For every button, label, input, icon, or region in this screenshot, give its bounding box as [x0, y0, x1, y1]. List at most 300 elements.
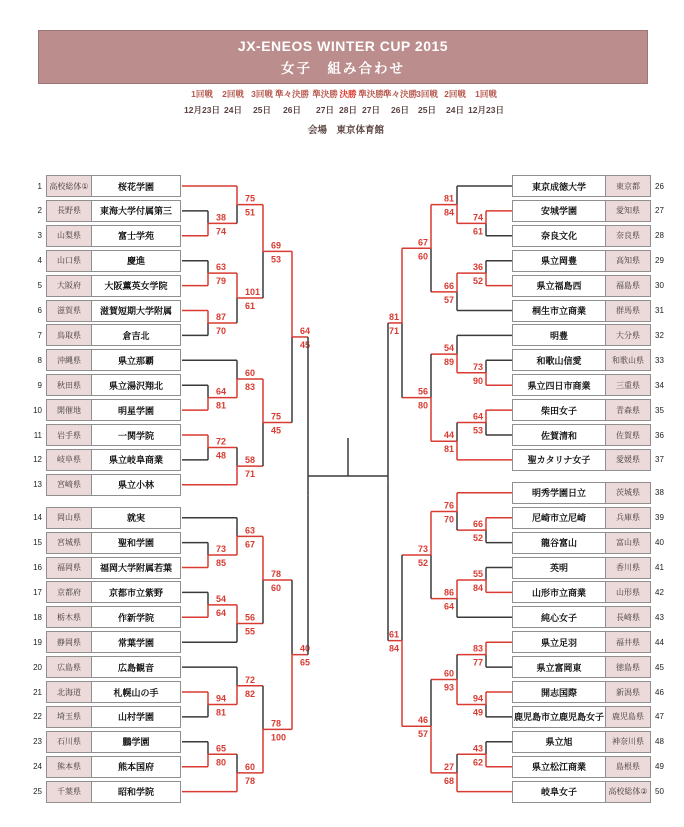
team-row	[20, 424, 181, 446]
team-row	[20, 706, 181, 728]
team-number: 42	[655, 587, 664, 597]
team-row	[20, 557, 181, 579]
team-name: 大阪薫英女学院	[91, 275, 181, 297]
match-score: 74	[472, 212, 483, 223]
team-row	[512, 324, 673, 346]
round-name: 3回戦	[416, 89, 438, 99]
team-row	[20, 756, 181, 778]
team-row	[512, 557, 673, 579]
team-number: 46	[655, 687, 664, 697]
team-region: 高校総体①	[46, 175, 92, 197]
team-name: 開志国際	[512, 681, 606, 703]
team-name: 安城学園	[512, 200, 606, 222]
team-row	[20, 507, 181, 529]
round-name: 準決勝	[358, 89, 384, 99]
team-region: 高知県	[605, 250, 651, 272]
team-number: 40	[655, 538, 664, 548]
team-name: 福岡大学附属若葉	[91, 557, 181, 579]
match-score: 57	[443, 294, 454, 305]
round-name: 3回戦	[251, 89, 273, 99]
team-region: 宮城県	[46, 532, 92, 554]
match-score: 73	[472, 361, 483, 372]
match-score: 61	[388, 629, 399, 640]
team-name: 聖カタリナ女子	[512, 449, 606, 471]
team-name: 広島観音	[91, 656, 181, 678]
match-score: 77	[472, 657, 483, 668]
team-region: 福島県	[605, 275, 651, 297]
team-row	[20, 581, 181, 603]
round-name: 1回戦	[475, 89, 497, 99]
team-name: 山形市立商業	[512, 581, 606, 603]
team-row	[20, 631, 181, 653]
team-number: 3	[37, 231, 42, 241]
match-score: 71	[245, 469, 256, 480]
team-region: 岐阜県	[46, 449, 92, 471]
team-name: 東京成徳大学	[512, 175, 606, 197]
round-name: 準々決勝	[274, 89, 310, 99]
team-name: 桐生市立商業	[512, 300, 606, 322]
team-number: 38	[655, 488, 664, 498]
team-number: 33	[655, 355, 664, 365]
team-row	[512, 374, 673, 396]
team-name: 佐賀清和	[512, 424, 606, 446]
match-score: 73	[216, 544, 227, 555]
team-region: 鳥取県	[46, 324, 92, 346]
round-date: 24日	[224, 105, 242, 115]
team-region: 沖縄県	[46, 349, 92, 371]
team-row	[512, 631, 673, 653]
match-score: 56	[417, 386, 428, 397]
team-number: 9	[37, 380, 42, 390]
match-score: 67	[245, 539, 256, 550]
team-name: 東海大学付属第三	[91, 200, 181, 222]
match-score: 60	[417, 251, 428, 262]
team-name: 尼崎市立尼崎	[512, 507, 606, 529]
team-region: 徳島県	[605, 656, 651, 678]
match-score: 81	[443, 193, 454, 204]
team-row	[512, 606, 673, 628]
team-row	[512, 250, 673, 272]
team-region: 福岡県	[46, 557, 92, 579]
team-row	[512, 482, 673, 504]
team-region: 北海道	[46, 681, 92, 703]
team-name: 熊本国府	[91, 756, 181, 778]
match-score: 82	[245, 688, 256, 699]
team-region: 宮崎県	[46, 474, 92, 496]
match-score: 72	[245, 674, 256, 685]
tournament-subtitle: 女子 組み合わせ	[281, 60, 405, 76]
team-number: 23	[33, 737, 42, 747]
team-name: 常葉学園	[91, 631, 181, 653]
team-region: 石川県	[46, 731, 92, 753]
team-region: 大分県	[605, 324, 651, 346]
team-number: 8	[37, 355, 42, 365]
match-score: 67	[417, 237, 428, 248]
team-number: 25	[33, 787, 42, 797]
match-score: 75	[271, 411, 282, 422]
team-number: 44	[655, 637, 664, 647]
team-number: 37	[655, 455, 664, 465]
team-region: 千葉県	[46, 781, 92, 803]
team-region: 三重県	[605, 374, 651, 396]
team-name: 倉吉北	[91, 324, 181, 346]
match-score: 62	[472, 757, 483, 768]
team-name: 岐阜女子	[512, 781, 606, 803]
match-score: 86	[443, 587, 454, 598]
team-name: 明星学園	[91, 399, 181, 421]
team-name: 県立旭	[512, 731, 606, 753]
match-score: 78	[271, 568, 282, 579]
match-score: 80	[216, 757, 227, 768]
team-region: 長崎県	[605, 606, 651, 628]
team-row	[20, 300, 181, 322]
match-score: 60	[271, 582, 282, 593]
match-score: 61	[245, 301, 256, 312]
team-name: 県立松江商業	[512, 756, 606, 778]
team-row	[512, 507, 673, 529]
team-number: 22	[33, 712, 42, 722]
match-score: 76	[443, 500, 454, 511]
team-region: 佐賀県	[605, 424, 651, 446]
match-score: 53	[472, 425, 483, 436]
team-row	[20, 681, 181, 703]
team-region: 大阪府	[46, 275, 92, 297]
team-number: 1	[37, 181, 42, 191]
team-number: 36	[655, 430, 664, 440]
match-score: 45	[300, 339, 311, 350]
match-score: 84	[472, 582, 483, 593]
team-region: 山梨県	[46, 225, 92, 247]
team-region: 広島県	[46, 656, 92, 678]
match-score: 54	[216, 593, 227, 604]
match-score: 72	[216, 436, 227, 447]
match-score: 48	[216, 450, 227, 461]
match-score: 57	[417, 729, 428, 740]
round-date: 25日	[418, 105, 436, 115]
team-region: 開催地	[46, 399, 92, 421]
match-score: 80	[417, 400, 428, 411]
round-date: 27日	[316, 105, 334, 115]
team-region: 群馬県	[605, 300, 651, 322]
match-score: 53	[271, 254, 282, 265]
team-row	[512, 399, 673, 421]
team-row	[512, 581, 673, 603]
match-score: 87	[216, 311, 227, 322]
team-number: 14	[33, 513, 42, 523]
match-score: 81	[216, 707, 227, 718]
team-name: 就実	[91, 507, 181, 529]
match-score: 64	[216, 386, 227, 397]
match-score: 70	[443, 514, 454, 525]
round-date: 26日	[391, 105, 409, 115]
team-name: 札幌山の手	[91, 681, 181, 703]
team-number: 13	[33, 480, 42, 490]
match-score: 27	[443, 761, 454, 772]
team-name: 県立岡豊	[512, 250, 606, 272]
match-score: 89	[443, 357, 454, 368]
team-number: 27	[655, 206, 664, 216]
match-score: 93	[443, 682, 454, 693]
match-score: 54	[443, 343, 454, 354]
team-name: 山村学園	[91, 706, 181, 728]
match-score: 51	[245, 207, 256, 218]
team-region: 岡山県	[46, 507, 92, 529]
team-name: 県立湯沢翔北	[91, 374, 181, 396]
team-number: 16	[33, 563, 42, 572]
team-name: 明秀学園日立	[512, 482, 606, 504]
team-number: 11	[33, 430, 42, 440]
team-row	[512, 731, 673, 753]
match-score: 85	[216, 558, 227, 569]
team-row	[512, 781, 673, 803]
round-name: 準決勝	[312, 89, 338, 99]
match-score: 73	[417, 544, 428, 555]
match-score: 69	[271, 240, 282, 251]
match-score: 55	[245, 626, 256, 637]
match-score: 58	[245, 455, 256, 466]
team-region: 奈良県	[605, 225, 651, 247]
team-row	[20, 606, 181, 628]
round-date: 12月23日	[184, 105, 220, 115]
team-region: 兵庫県	[605, 507, 651, 529]
team-name: 龍谷富山	[512, 532, 606, 554]
match-score: 64	[472, 411, 483, 422]
team-row	[512, 225, 673, 247]
team-region: 東京都	[605, 175, 651, 197]
team-name: 和歌山信愛	[512, 349, 606, 371]
team-row	[512, 532, 673, 554]
team-region: 香川県	[605, 557, 651, 579]
team-row	[512, 449, 673, 471]
match-score: 68	[443, 775, 454, 786]
match-score: 45	[271, 425, 282, 436]
team-number: 15	[33, 538, 42, 548]
team-region: 京都府	[46, 581, 92, 603]
match-score: 55	[472, 568, 483, 579]
match-score: 56	[245, 612, 256, 623]
team-number: 34	[655, 380, 664, 390]
match-score: 63	[216, 262, 227, 273]
team-name: 英明	[512, 557, 606, 579]
team-number: 50	[655, 787, 664, 797]
match-score: 84	[388, 643, 399, 654]
round-name: 2回戦	[222, 89, 244, 99]
match-score: 65	[300, 657, 311, 668]
match-score: 66	[472, 519, 483, 530]
team-region: 山形県	[605, 581, 651, 603]
team-region: 青森県	[605, 399, 651, 421]
team-name: 鵬学園	[91, 731, 181, 753]
match-score: 83	[245, 381, 256, 392]
team-number: 39	[655, 513, 664, 523]
team-number: 43	[655, 612, 664, 622]
team-region: 茨城県	[605, 482, 651, 504]
match-score: 60	[245, 367, 256, 378]
team-number: 5	[37, 281, 42, 291]
team-row	[512, 200, 673, 222]
match-score: 52	[472, 276, 483, 287]
round-date: 12月23日	[468, 105, 504, 115]
team-number: 35	[655, 405, 664, 415]
match-score: 49	[472, 707, 483, 718]
team-row	[512, 656, 673, 678]
team-number: 17	[33, 587, 42, 597]
team-row	[20, 275, 181, 297]
round-date: 26日	[283, 105, 301, 115]
team-number: 10	[33, 405, 42, 415]
team-region: 栃木県	[46, 606, 92, 628]
match-score: 63	[245, 525, 256, 536]
team-row	[20, 532, 181, 554]
team-row	[20, 250, 181, 272]
round-name: 1回戦	[191, 89, 213, 99]
round-name: 準々決勝	[382, 89, 418, 99]
match-score: 81	[216, 400, 227, 411]
team-region: 滋賀県	[46, 300, 92, 322]
team-name: 県立富岡東	[512, 656, 606, 678]
match-score: 46	[417, 715, 428, 726]
match-score: 60	[245, 761, 256, 772]
team-number: 26	[655, 181, 664, 191]
match-score: 52	[472, 533, 483, 544]
team-number: 41	[655, 563, 664, 572]
team-name: 慶進	[91, 250, 181, 272]
team-name: 奈良文化	[512, 225, 606, 247]
team-row	[20, 399, 181, 421]
team-number: 45	[655, 662, 664, 672]
team-name: 県立小林	[91, 474, 181, 496]
round-date: 25日	[253, 105, 271, 115]
team-number: 31	[655, 306, 664, 315]
team-row	[512, 300, 673, 322]
team-number: 30	[655, 281, 664, 291]
team-region: 神奈川県	[605, 731, 651, 753]
team-region: 熊本県	[46, 756, 92, 778]
team-row	[20, 731, 181, 753]
match-score: 64	[300, 325, 311, 336]
team-name: 明豊	[512, 324, 606, 346]
match-score: 70	[216, 325, 227, 336]
team-number: 19	[33, 637, 42, 647]
team-number: 20	[33, 662, 42, 672]
match-score: 75	[245, 193, 256, 204]
match-score: 40	[300, 643, 311, 654]
team-row	[20, 374, 181, 396]
team-region: 山口県	[46, 250, 92, 272]
team-name: 県立那覇	[91, 349, 181, 371]
tournament-title: JX-ENEOS WINTER CUP 2015	[237, 37, 449, 54]
team-name: 富士学苑	[91, 225, 181, 247]
team-name: 聖和学園	[91, 532, 181, 554]
team-name: 昭和学院	[91, 781, 181, 803]
team-number: 28	[655, 231, 664, 241]
team-region: 愛知県	[605, 200, 651, 222]
team-row	[20, 449, 181, 471]
round-name: 2回戦	[444, 89, 466, 99]
team-row	[512, 349, 673, 371]
team-row	[20, 225, 181, 247]
match-score: 84	[443, 207, 454, 218]
team-number: 12	[33, 455, 42, 465]
team-name: 作新学院	[91, 606, 181, 628]
round-date: 27日	[362, 105, 380, 115]
match-score: 94	[472, 693, 483, 704]
team-region: 富山県	[605, 532, 651, 554]
match-score: 78	[271, 718, 282, 729]
team-region: 新潟県	[605, 681, 651, 703]
team-row	[512, 756, 673, 778]
team-region: 静岡県	[46, 631, 92, 653]
team-name: 県立足羽	[512, 631, 606, 653]
team-row	[512, 275, 673, 297]
match-score: 44	[443, 430, 454, 441]
team-number: 49	[655, 762, 664, 772]
team-region: 鹿児島県	[605, 706, 651, 728]
round-date: 28日	[339, 105, 357, 115]
team-region: 秋田県	[46, 374, 92, 396]
team-name: 柴田女子	[512, 399, 606, 421]
team-row	[20, 200, 181, 222]
team-number: 48	[655, 737, 664, 747]
team-name: 滋賀短期大学附属	[91, 300, 181, 322]
team-number: 2	[37, 206, 42, 216]
match-score: 90	[472, 375, 483, 386]
venue-label: 会場 東京体育館	[307, 125, 385, 136]
team-region: 福井県	[605, 631, 651, 653]
match-score: 64	[443, 601, 454, 612]
match-score: 52	[417, 558, 428, 569]
match-score: 60	[443, 668, 454, 679]
team-number: 32	[655, 330, 664, 340]
team-name: 鹿児島市立鹿児島女子	[512, 706, 606, 728]
team-number: 7	[37, 330, 42, 340]
match-score: 81	[388, 311, 399, 322]
team-row	[512, 175, 673, 197]
team-row	[20, 781, 181, 803]
team-number: 29	[655, 256, 664, 266]
team-number: 21	[33, 687, 42, 697]
match-score: 83	[472, 643, 483, 654]
team-row	[20, 656, 181, 678]
team-row	[512, 424, 673, 446]
team-number: 18	[33, 612, 42, 622]
match-score: 64	[216, 607, 227, 618]
team-number: 24	[33, 762, 42, 772]
match-score: 43	[472, 743, 483, 754]
match-score: 81	[443, 444, 454, 455]
match-score: 78	[245, 775, 256, 786]
team-number: 47	[655, 712, 664, 722]
team-region: 愛媛県	[605, 449, 651, 471]
team-region: 岩手県	[46, 424, 92, 446]
match-score: 100	[271, 732, 287, 743]
team-name: 県立福島西	[512, 275, 606, 297]
team-row	[20, 175, 181, 197]
team-name: 県立四日市商業	[512, 374, 606, 396]
team-row	[512, 706, 673, 728]
round-name: 決勝	[339, 89, 357, 99]
team-region: 長野県	[46, 200, 92, 222]
team-region: 高校総体②	[605, 781, 651, 803]
match-score: 66	[443, 280, 454, 291]
team-name: 一関学院	[91, 424, 181, 446]
team-region: 和歌山県	[605, 349, 651, 371]
team-row	[20, 324, 181, 346]
team-name: 県立岐阜商業	[91, 449, 181, 471]
match-score: 101	[245, 287, 261, 298]
match-score: 61	[472, 226, 483, 237]
team-number: 6	[37, 306, 42, 315]
